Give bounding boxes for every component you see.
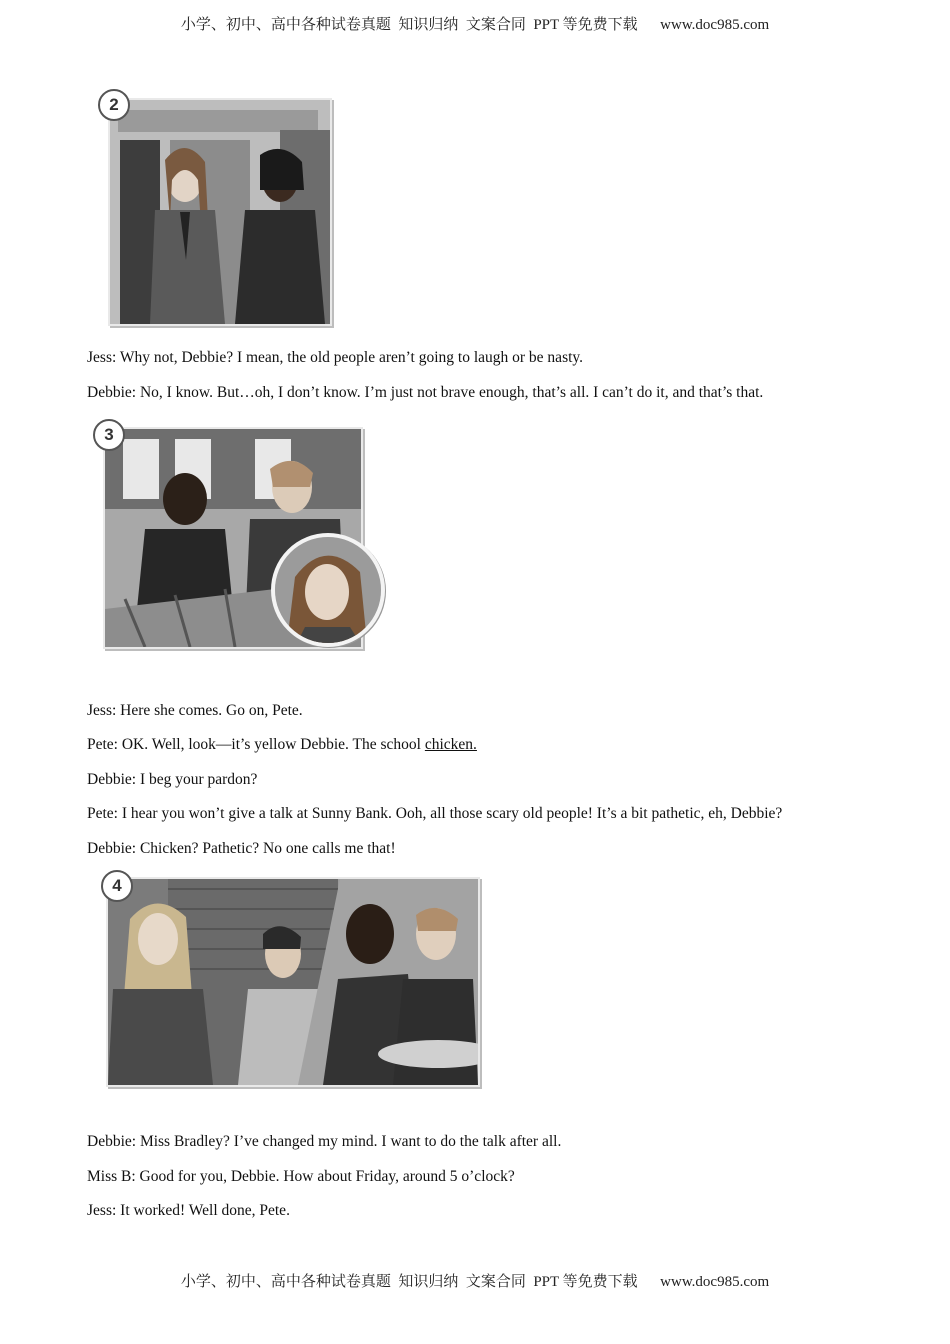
footer-text: 小学、初中、高中各种试卷真题 知识归纳 文案合同 PPT 等免费下载 xyxy=(180,1274,638,1290)
footer-url: www.doc985.com xyxy=(660,1274,770,1290)
dialogue-text: Pete: OK. Well, look—it’s yellow Debbie. The school xyxy=(87,736,425,753)
photo-4-illustration xyxy=(108,879,478,1085)
dialogue-line: Jess: Here she comes. Go on, Pete. xyxy=(87,702,303,719)
panel-number-4: 4 xyxy=(101,870,133,902)
photo-panel-2 xyxy=(108,98,332,326)
dialogue-line: Debbie: No, I know. But…oh, I don’t know. I’m just not brave enough, that’s all. I can’t do it, and that’s that. xyxy=(87,384,764,401)
page-header xyxy=(0,13,950,34)
dialogue-line: Miss B: Good for you, Debbie. How about Friday, around 5 o’clock? xyxy=(87,1168,515,1185)
page-footer xyxy=(0,1270,950,1291)
inset-portrait-illustration xyxy=(275,537,381,643)
dialogue-line: Debbie: Miss Bradley? I’ve changed my mind. I want to do the talk after all. xyxy=(87,1133,562,1150)
dialogue-line: Pete: I hear you won’t give a talk at Sunny Bank. Ooh, all those scary old people! It’s a bit pathetic, eh, Debbie? xyxy=(87,805,783,822)
panel-number-2: 2 xyxy=(98,89,130,121)
header-url: www.doc985.com xyxy=(660,17,770,33)
header-text: 小学、初中、高中各种试卷真题 知识归纳 文案合同 PPT 等免费下载 xyxy=(180,17,638,33)
inset-portrait-circle xyxy=(271,533,385,647)
dialogue-line: Debbie: Chicken? Pathetic? No one calls me that! xyxy=(87,840,396,857)
dialogue-line: Debbie: I beg your pardon? xyxy=(87,771,258,788)
underlined-word: chicken. xyxy=(424,736,477,753)
dialogue-line: Jess: It worked! Well done, Pete. xyxy=(87,1202,290,1219)
dialogue-line-chicken xyxy=(87,736,477,754)
photo-panel-4 xyxy=(106,877,480,1087)
panel-number-3: 3 xyxy=(93,419,125,451)
dialogue-line: Jess: Why not, Debbie? I mean, the old people aren’t going to laugh or be nasty. xyxy=(87,349,584,366)
photo-2-illustration xyxy=(110,100,330,324)
